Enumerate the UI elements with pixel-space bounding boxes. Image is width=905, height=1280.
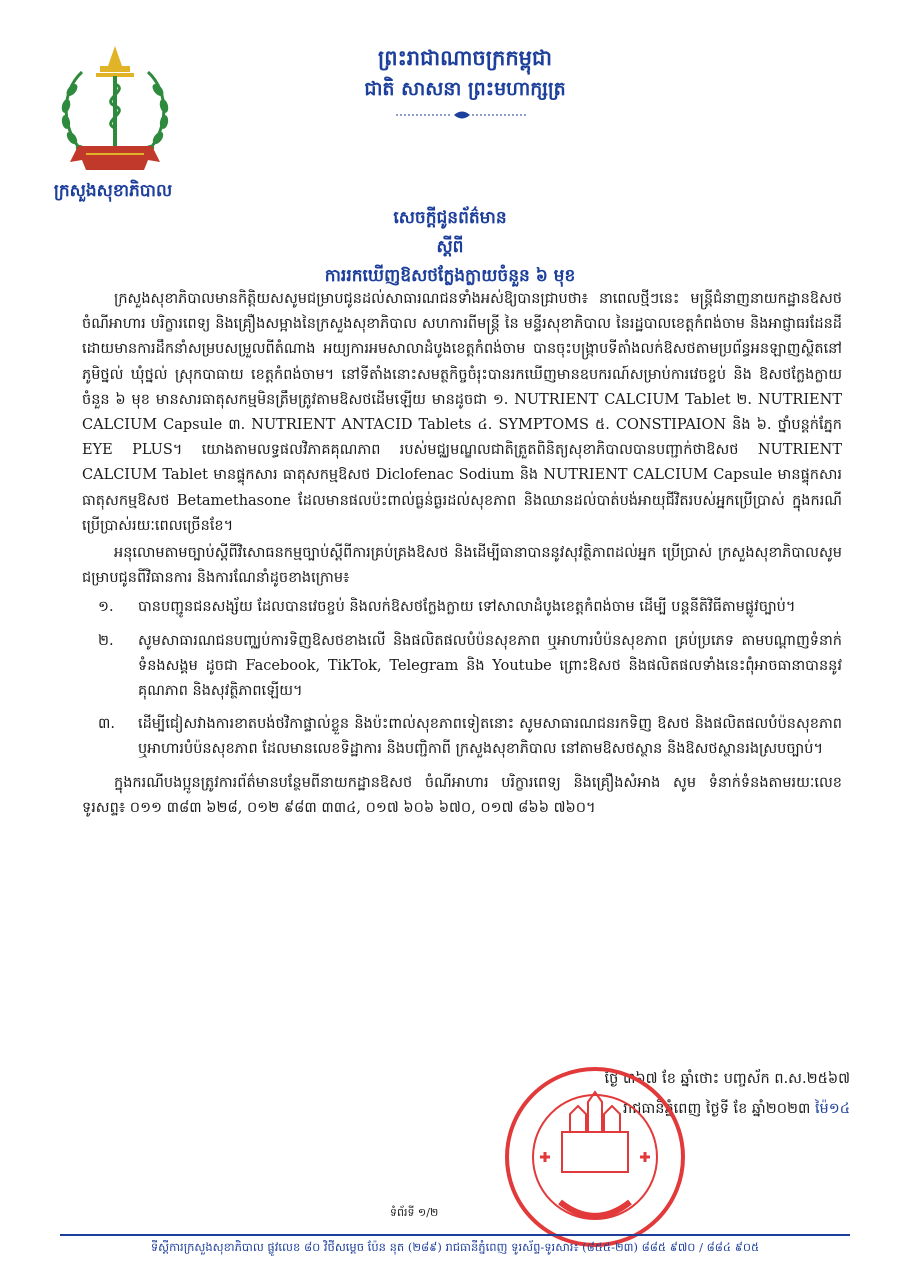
lunar-date-line: ថ្ងៃ ៣៦៧ ខែ ឆ្នាំថោះ បញ្ចស័ក ព.ស.២៥៦៧ [604,1071,850,1087]
announcement-title [200,204,700,291]
handwritten-date: ម៉ៃ១៤ [814,1101,850,1117]
footer-address: ទីស្ដីការក្រសួងសុខាភិបាល ផ្លូវលេខ ៨០ វិថីសម្ដេច ប៉ែន នុត (២៨៩) រាជធានីភ្នំពេញ ទូរស័ព្ទ-ទូរសារ៖ (៨៥៥-២៣) ៨៨៥ ៩៧០ / ៨៨៤ ៩០៥ [150,1240,760,1254]
page-number: ទំព័រទី ១/២ [390,1206,439,1219]
measure-text: បានបញ្ជូនជនសង្ស័យ ដែលបានវេចខ្ចប់ និងលក់ឱសថក្លែងក្លាយ ទៅសាលាដំបូងខេត្តកំពង់ចាម ដើម្បី បន្តនីតិវិធីតាមផ្លូវច្បាប់។ [138,599,796,616]
ministry-name: ក្រសួងសុខាភិបាល [53,181,173,201]
measure-item-2 [82,629,842,705]
national-motto: ជាតិ សាសនា ព្រះមហាក្សត្រ [364,78,566,100]
place-date-text: រាជធានីភ្នំពេញ ថ្ងៃទី ខែ ឆ្នាំ២០២៣ [623,1101,811,1117]
ministry-logo [52,42,178,184]
title-line-about: ស្ដីពី [436,237,464,257]
title-line-subject: ការរកឃើញឱសថក្លែងក្លាយចំនួន ៦ មុខ [324,266,576,286]
measure-number: ៣. [98,716,115,733]
paragraph-contact: ក្នុងករណីបងប្អូនត្រូវការព័ត៌មានបន្ថែមពីនាយកដ្ឋានឱសថ ចំណីអាហារ បរិក្ខារពេទ្យ និងគ្រឿងសំអាង សូម ទំនាក់ទំនងតាមរយៈលេខទូរសព្ទ៖ ០១១ ៣៨៣ ៦២៨, ០១២ ៩៨៣ ៣៣៤, ០១៧ ៦០៦ ៦៧០, ០១៧ ៨៦៦ ៧៦០។ [82,774,842,816]
measure-number: ១. [98,599,114,616]
measure-text: សូមសាធារណជនបញ្ឈប់ការទិញឱសថខាងលើ និងផលិតផលបំប៉នសុខភាព ឬអាហារបំប៉នសុខភាព គ្រប់ប្រភេទ តាមបណ្ដាញទំនាក់ទំនងសង្គម ដូចជា Facebook, TikTok, Telegram និង Youtube ព្រោះឱសថ និងផលិតផលទាំងនេះពុំអាចធានាបាននូវគុណភាព និងសុវត្ថិភាពឡើយ។ [138,632,842,700]
kingdom-heading: ព្រះរាជាណាចក្រកម្ពុជា [377,46,552,70]
measure-item-3 [82,712,842,762]
measure-number: ២. [98,632,114,649]
paragraph-measures-intro: អនុលោមតាមច្បាប់ស្ដីពីវិសោធនកម្មច្បាប់ស្ដីពីការគ្រប់គ្រងឱសថ និងដើម្បីធានាបាននូវសុវត្ថិភាពដល់អ្នក ប្រើប្រាស់ ក្រសួងសុខាភិបាលសូមជម្រាបជូនពីវិធានការ និងការណែនាំដូចខាងក្រោម៖ [82,545,842,587]
measure-text: ដើម្បីជៀសវាងការខាតបង់ថវិកាផ្ទាល់ខ្លួន និងប៉ះពាល់សុខភាពទៀតនោះ សូមសាធារណជនរកទិញ ឱសថ និងផលិតផលបំប៉នសុខភាព ឬអាហារបំប៉នសុខភាព ដែលមានលេខទិដ្ឋាការ និងបញ្ជិកាពី ក្រសួងសុខាភិបាល នៅតាមឱសថស្ថាន និងឱសថស្ថានរងស្របច្បាប់។ [138,716,842,758]
footer-divider [60,1234,850,1236]
title-line-notice: សេចក្ដីជូនព័ត៌មាន [393,208,507,228]
measure-item-1 [82,595,842,620]
ornament-divider [392,108,532,122]
official-seal-icon [500,1062,690,1252]
body-text [82,287,842,823]
paragraph-findings: ក្រសួងសុខាភិបាលមានកិត្តិយសសូមជម្រាបជូនដល់សាធារណជនទាំងអស់ឱ្យបានជ្រាបថា៖ នាពេលថ្មីៗនេះ មន្ត្រីជំនាញនាយកដ្ឋានឱសថ ចំណីអាហារ បរិក្ខារពេទ្យ និងគ្រឿងសម្អាងនៃក្រសួងសុខាភិបាល សហការពីមន្ត្រី នៃ មន្ទីរសុខាភិបាល នៃរដ្ឋបាលខេត្តកំពង់ចាម និងអាជ្ញាធរដែនដី ដោយមានការដឹកនាំសម្របសម្រួលពីតំណាង អយ្យការអមសាលាដំបូងខេត្តកំពង់ចាម បានចុះបង្ក្រាបទីតាំងលក់ឱសថតាមប្រព័ន្ធអនឡាញស្ថិតនៅភូមិថ្នល់ ឃុំថ្នល់ ស្រុកបាធាយ ខេត្តកំពង់ចាម។ នៅទីតាំងនោះសមត្ថកិច្ចចំរុះបានរកឃើញមានឧបករណ៍សម្រាប់ការវេចខ្ចប់ និង ឱសថក្លែងក្លាយចំនួន ៦ មុខ មានសារធាតុសកម្មមិនត្រឹមត្រូវតាមឱសថដើមឡើយ មានដូចជា ១. NUTRIENT CALCIUM Tablet ២. NUTRIENT CALCIUM Capsule ៣. NUTRIENT ANTACID Tablets ៤. SYMPTOMS ៥. CONSTIPAION និង ៦. ថ្នាំបន្តក់ភ្នែក EYE PLUS។ យោងតាមលទ្ធផលវិភាគគុណភាព របស់មជ្ឈមណ្ឌលជាតិត្រួតពិនិត្យសុខាភិបាលបានបញ្ជាក់ថាឱសថ NUTRIENT CALCIUM Tablet មានផ្ទុកសារ ធាតុសកម្មឱសថ Diclofenac Sodium និង NUTRIENT CALCIUM Capsule មានផ្ទុកសារធាតុសកម្មឱសថ Betamethasone ដែលមានផលប៉ះពាល់ធ្ងន់ធ្ងរដល់សុខភាព និងឈានដល់បាត់បង់អាយុជីវិតរបស់អ្នកប្រើប្រាស់ ក្នុងករណីប្រើប្រាស់រយៈពេលច្រើនខែ។ [82,291,842,534]
